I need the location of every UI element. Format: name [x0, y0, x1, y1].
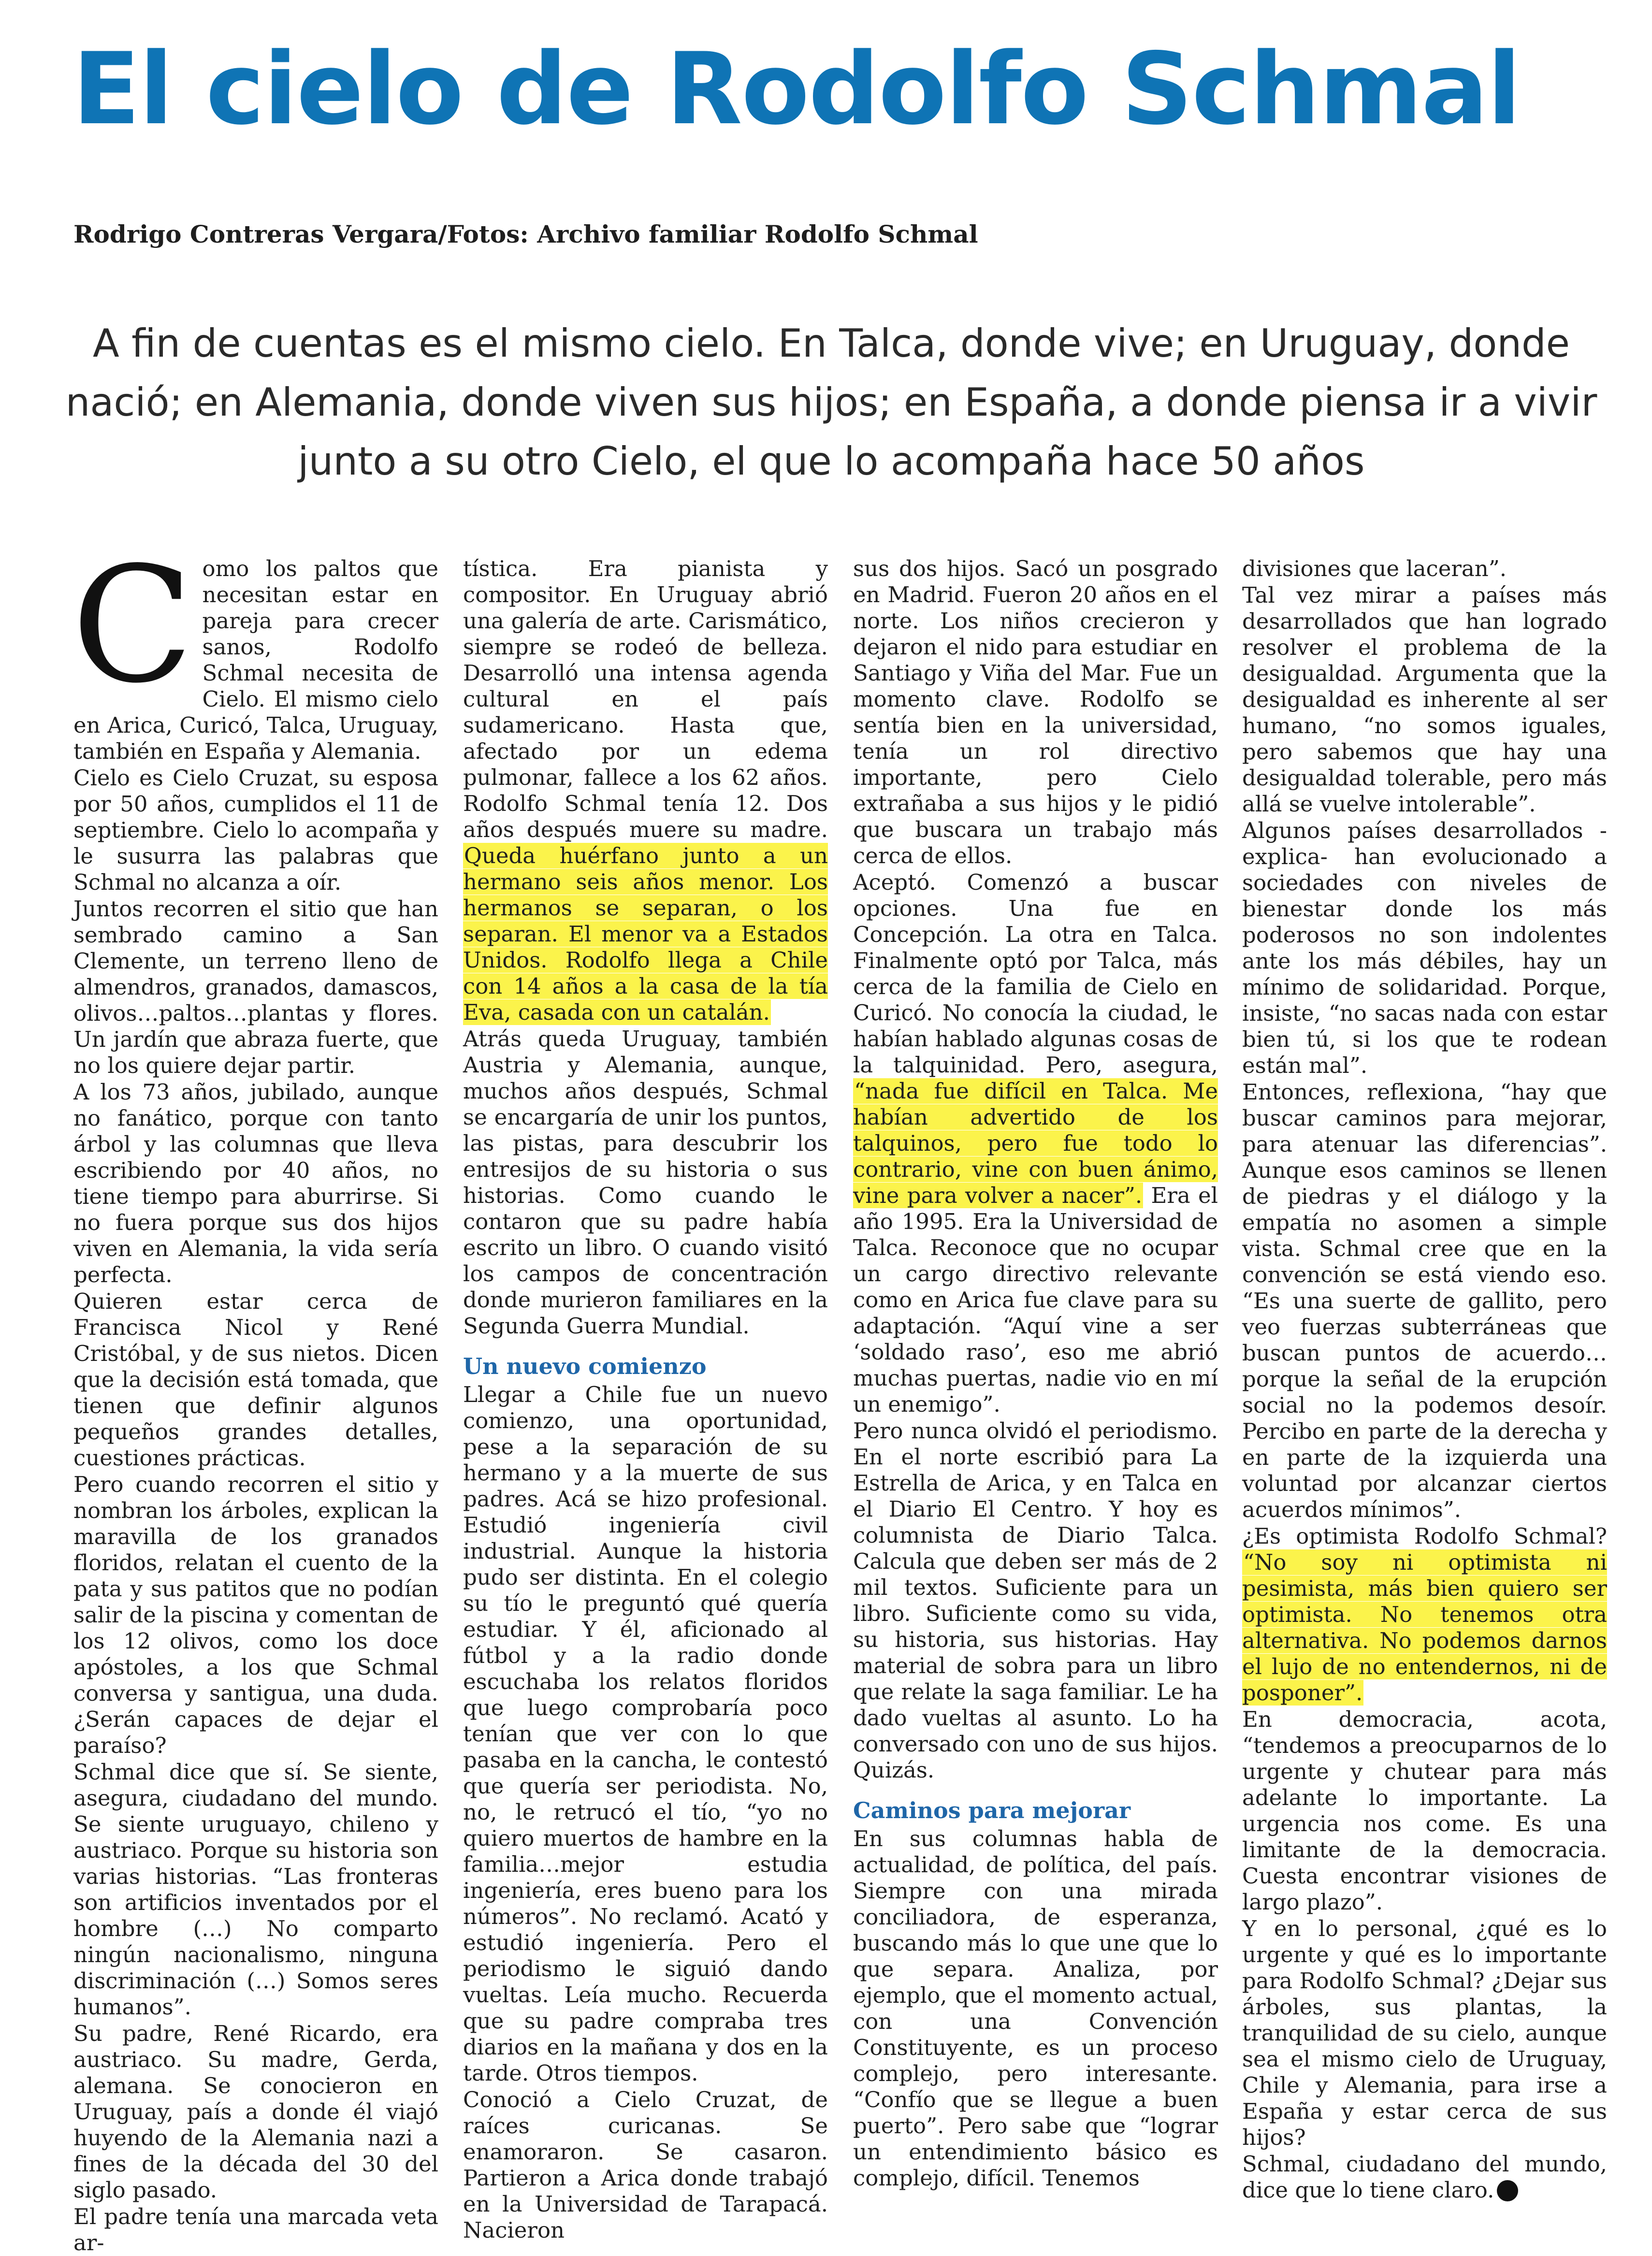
drop-cap: C — [72, 533, 194, 718]
lead-paragraph: A fin de cuentas es el mismo cielo. En Talca, donde vive; en Uruguay, donde nació; en Alemania, donde viven sus hijos; en España, a donde piensa ir a vivir junto a su otro Cielo, el que lo acompaña hace 50 años — [65, 321, 1597, 484]
paragraph: Juntos recorren el sitio que han sembrado camino a San Clemente, un terreno lleno de almendros, granados, damascos, olivos…paltos…plantas y flores. Un jardín que abraza fuerte, que no los quiere dejar partir. — [73, 896, 438, 1078]
highlighted-quote: “nada fue difícil en Talca. Me habían advertido de los talquinos, pero fue todo lo contrario, vine con buen ánimo, vine para volver a nacer”. — [853, 1078, 1218, 1208]
paragraph: Schmal dice que sí. Se siente, asegura, ciudadano del mundo. Se siente uruguayo, chileno y austriaco. Porque su historia son varias historias. “Las fronteras son artificios inventados por el hombre (…) No comparto ningún nacionalismo, ninguna discriminación (…) Somos seres humanos”. — [73, 1759, 438, 2020]
text-run: Era el año 1995. Era la Universidad de Talca. Reconoce que no ocupar un cargo directivo relevante como en Arica fue clave para su adaptación. “Aquí vine a ser ‘soldado raso’, eso me abrió muchas puertas, nadie vio en mí un enemigo”. — [853, 1183, 1218, 1417]
paragraph: Pero nunca olvidó el periodismo. En el norte escribió para La Estrella de Arica, y en Talca en el Diario El Centro. Y hoy es columnista de Diario Talca. Calcula que deben ser más de 2 mil textos. Suficiente para un libro. Suficiente como su vida, su historia, sus historias. Hay material de sobra para un libro que relate la saga familiar. Le ha dado vueltas al asunto. Lo ha conversado con uno de sus hijos. Quizás. — [853, 1418, 1218, 1783]
paragraph: Y en lo personal, ¿qué es lo urgente y qué es lo importante para Rodolfo Schmal? ¿Dejar sus árboles, sus plantas, la tranquilidad de su cielo, aunque sea el mismo cielo de Uruguay, Chile y Alemania, para irse a España y estar cerca de sus hijos? — [1242, 1916, 1607, 2150]
column-1 — [72, 533, 438, 2256]
paragraph: El padre tenía una marcada veta ar- — [73, 2204, 438, 2256]
paragraph: Atrás queda Uruguay, también Austria y Alemania, aunque, muchos años después, Schmal se encargaría de unir los puntos, las pistas, para descubrir los entresijos de su historia o sus historias. Como cuando le contaron que su padre había escrito un libro. O cuando visitó los campos de concentración donde murieron familiares en la Segunda Guerra Mundial. — [463, 1026, 828, 1339]
highlighted-quote: “No soy ni optimista ni pesimista, más bien quiero ser optimista. No tenemos otra alternativa. No podemos darnos el lujo de no entendernos, ni de posponer”. — [1242, 1549, 1607, 1706]
text-run: tística. Era pianista y compositor. En Uruguay abrió una galería de arte. Carismático, siempre se rodeó de belleza. Desarrolló una intensa agenda cultural en el país sudamericano. Hasta que, afectado por un edema pulmonar, fallece a los 62 años. Rodolfo Schmal tenía 12. Dos años después muere su madre. — [463, 556, 828, 842]
paragraph: En democracia, acota, “tendemos a preocuparnos de lo urgente y chutear para más adelante lo importante. La urgencia nos come. Es una limitante de la democracia. Cuesta encontrar visiones de largo plazo”. — [1242, 1706, 1607, 1915]
highlighted-quote: Queda huérfano junto a un hermano seis años menor. Los hermanos se separan, o los separan. El menor va a Estados Unidos. Rodolfo llega a Chile con 14 años a la casa de la tía Eva, casada con un catalán. — [463, 843, 828, 1025]
text-run: ¿Es optimista Rodolfo Schmal? — [1242, 1523, 1607, 1549]
byline: Rodrigo Contreras Vergara/Fotos: Archivo familiar Rodolfo Schmal — [73, 220, 978, 248]
paragraph: A los 73 años, jubilado, aunque no fanático, porque con tanto árbol y las columnas que lleva escribiendo por 40 años, no tiene tiempo para aburrirse. Si no fuera porque sus dos hijos viven en Alemania, la vida sería perfecta. — [73, 1079, 438, 1287]
section-heading: Un nuevo comienzo — [463, 1353, 707, 1379]
text-run: Aceptó. Comenzó a buscar opciones. Una fue en Concepción. La otra en Talca. Finalmente optó por Talca, más cerca de la familia de Cielo en Curicó. No conocía la ciudad, le habían hablado algunas cosas de la talquinidad. Pero, asegura, — [853, 869, 1218, 1078]
article-title: El cielo de Rodolfo Schmal — [72, 32, 1521, 147]
paragraph: divisiones que laceran”. — [1242, 556, 1507, 581]
column-3 — [853, 556, 1218, 2191]
paragraph — [853, 869, 1218, 1417]
paragraph: Tal vez mirar a países más desarrollados que han logrado resolver el problema de la desigualdad. Argumenta que la desigualdad es inherente al ser humano, “no somos iguales, pero sabemos que hay una desigualdad tolerable, pero más allá se vuelve intolerable”. — [1242, 582, 1607, 817]
paragraph: Cielo es Cielo Cruzat, su esposa por 50 años, cumplidos el 11 de septiembre. Cielo lo acompaña y le susurra las palabras que Schmal no alcanza a oír. — [73, 765, 438, 895]
paragraph: Pero cuando recorren el sitio y nombran los árboles, explican la maravilla de los granados floridos, relatan el cuento de la pata y sus patitos que no podían salir de la piscina y comentan de los 12 olivos, como los doce apóstoles, a los que Schmal conversa y santigua, una duda. ¿Serán capaces de dejar el paraíso? — [73, 1472, 438, 1758]
paragraph: En sus columnas habla de actualidad, de política, del país. Siempre con una mirada conciliadora, de esperanza, buscando más lo que une que lo que separa. Analiza, por ejemplo, que el momento actual, con una Convención Constituyente, es un proceso complejo, pero interesante. “Confío que se llegue a buen puerto”. Pero sabe que “lograr un entendimiento básico es complejo, difícil. Tenemos — [853, 1826, 1218, 2191]
paragraph: Algunos países desarrollados -explica- han evolucionado a sociedades con niveles de bienestar donde los más poderosos no son indolentes ante los más débiles, hay un mínimo de solidaridad. Porque, insiste, “no sacas nada con estar bien tú, si los que te rodean están mal”. — [1242, 818, 1607, 1078]
paragraph: Entonces, reflexiona, “hay que buscar caminos para mejorar, para atenuar las diferencias”. Aunque esos caminos se llenen de piedras y el diálogo y la empatía no asomen a simple vista. Schmal cree que en la convención se está viendo eso. “Es una suerte de gallito, pero veo fuerzas subterráneas que buscan puntos de acuerdo…porque la señal de la erupción social no la podemos desoír. Percibo en parte de la derecha y en parte de la izquierda una voluntad por alcanzar ciertos acuerdos mínimos”. — [1242, 1079, 1607, 1522]
paragraph: omo los paltos que necesitan estar en pareja para crecer sanos, Rodolfo Schmal necesita de Cielo. El mismo cielo en Arica, Curicó, Talca, Uruguay, también en España y Alemania. — [73, 556, 438, 764]
paragraph: sus dos hijos. Sacó un posgrado en Madrid. Fueron 20 años en el norte. Los niños crecieron y dejaron el nido para estudiar en Santiago y Viña del Mar. Fue un momento clave. Rodolfo se sentía bien en la universidad, tenía un rol directivo importante, pero Cielo extrañaba a sus hijos y le pidió que buscara un trabajo más cerca de ellos. — [853, 556, 1218, 868]
paragraph: Conoció a Cielo Cruzat, de raíces curicanas. Se enamoraron. Se casaron. Partieron a Arica donde trabajó en la Universidad de Tarapacá. Nacieron — [463, 2087, 828, 2243]
section-heading: Caminos para mejorar — [853, 1797, 1131, 1823]
end-mark-icon — [1497, 2180, 1518, 2201]
column-4 — [1242, 556, 1607, 2203]
paragraph — [1242, 2151, 1607, 2203]
text-run: Schmal, ciudadano del mundo, dice que lo tiene claro. — [1242, 2151, 1607, 2203]
paragraph — [1242, 1523, 1607, 1706]
paragraph: Su padre, René Ricardo, era austriaco. Su madre, Gerda, alemana. Se conocieron en Uruguay, país a donde él viajó huyendo de la Alemania nazi a fines de la década del 30 del siglo pasado. — [73, 2021, 438, 2203]
column-2 — [463, 556, 828, 2243]
paragraph — [463, 556, 828, 1026]
paragraph: Quieren estar cerca de Francisca Nicol y René Cristóbal, y de sus nietos. Dicen que la decisión está tomada, que tienen que definir algunos pequeños grandes detalles, cuestiones prácticas. — [73, 1288, 438, 1471]
paragraph: Llegar a Chile fue un nuevo comienzo, una oportunidad, pese a la separación de su hermano y a la muerte de sus padres. Acá se hizo profesional. Estudió ingeniería civil industrial. Aunque la historia pudo ser distinta. En el colegio su tío le preguntó qué quería estudiar. Y él, aficionado al fútbol y a la radio donde escuchaba los relatos floridos que luego comprobaría poco tenían que ver con lo que pasaba en la cancha, le contestó que quería ser periodista. No, no, le retrucó el tío, “yo no quiero muertos de hambre en la familia…mejor estudia ingeniería, eres bueno para los números”. No reclamó. Acató y estudió ingeniería. Pero el periodismo le siguió dando vueltas. Leía mucho. Recuerda que su padre compraba tres diarios en la mañana y dos en la tarde. Otros tiempos. — [463, 1382, 828, 2086]
